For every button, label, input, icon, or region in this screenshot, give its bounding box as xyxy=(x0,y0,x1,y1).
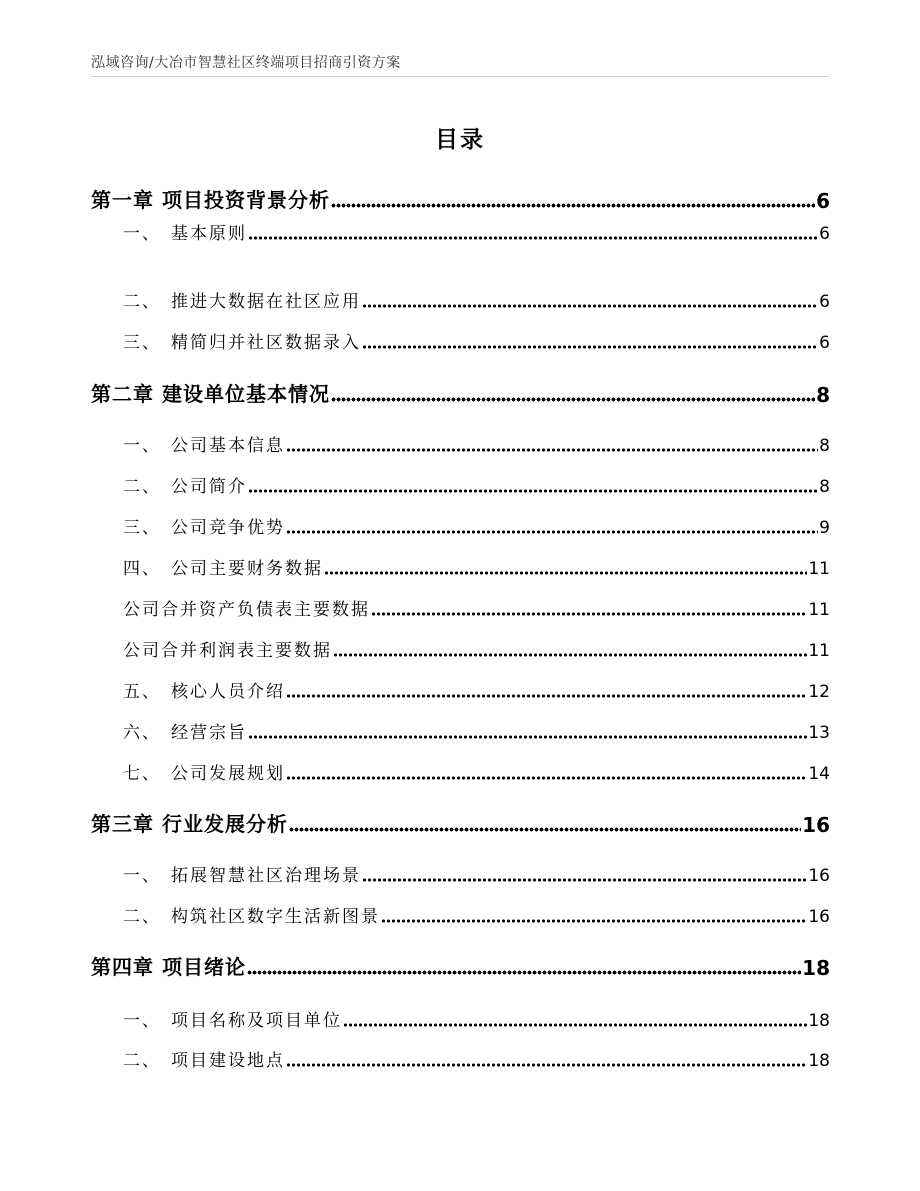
toc-entry-text: 公司基本信息 xyxy=(171,436,285,456)
toc-entry-text: 第二章 建设单位基本情况 xyxy=(91,382,330,406)
toc-page-number: 16 xyxy=(808,866,830,886)
toc-entry-text: 公司合并利润表主要数据 xyxy=(123,641,332,661)
toc-section-number: 二、 xyxy=(123,907,161,927)
toc-section-number: 五、 xyxy=(123,682,161,702)
toc-section-3-2[interactable] xyxy=(123,902,830,927)
dot-leader xyxy=(331,397,815,402)
dot-leader xyxy=(286,776,807,780)
toc-page-number: 11 xyxy=(808,600,830,620)
toc-section-number: 一、 xyxy=(123,224,161,244)
toc-section-2-7[interactable] xyxy=(123,759,830,784)
toc-section-3-1[interactable] xyxy=(123,861,830,886)
toc-title: 目录 xyxy=(435,127,485,153)
toc-chapter-2[interactable] xyxy=(91,378,830,407)
toc-section-1-1[interactable] xyxy=(123,219,830,244)
running-header: 泓域咨询/大冶市智慧社区终端项目招商引资方案 xyxy=(91,55,401,71)
dot-leader xyxy=(248,489,818,493)
dot-leader xyxy=(333,653,807,657)
dot-leader xyxy=(248,735,807,739)
toc-page-number: 6 xyxy=(819,292,830,312)
toc-entry-text: 公司简介 xyxy=(171,477,247,497)
toc-section-2-4[interactable] xyxy=(123,554,830,579)
toc-section-2-5[interactable] xyxy=(123,677,830,702)
dot-leader xyxy=(286,1063,807,1067)
toc-entry-text: 拓展智慧社区治理场景 xyxy=(171,866,361,886)
dot-leader xyxy=(362,345,818,349)
toc-section-number: 一、 xyxy=(123,436,161,456)
toc-entry-text: 公司竞争优势 xyxy=(171,518,285,538)
toc-page-number: 8 xyxy=(816,383,830,407)
toc-page-number: 8 xyxy=(819,436,830,456)
toc-section-number: 三、 xyxy=(123,518,161,538)
toc-section-number: 二、 xyxy=(123,292,161,312)
toc-section-number: 二、 xyxy=(123,477,161,497)
toc-page-number: 6 xyxy=(816,189,830,213)
toc-page-number: 13 xyxy=(808,723,830,743)
toc-entry-text: 经营宗旨 xyxy=(171,723,247,743)
dot-leader xyxy=(371,612,807,616)
toc-section-number: 四、 xyxy=(123,559,161,579)
toc-entry-text: 公司主要财务数据 xyxy=(171,559,323,579)
toc-section-number: 一、 xyxy=(123,866,161,886)
toc-page-number: 6 xyxy=(819,333,830,353)
toc-section-number: 六、 xyxy=(123,723,161,743)
toc-page-number: 8 xyxy=(819,477,830,497)
toc-page-number: 16 xyxy=(802,813,830,837)
dot-leader xyxy=(289,827,801,832)
toc-entry-text: 推进大数据在社区应用 xyxy=(171,292,361,312)
toc-section-1-3[interactable] xyxy=(123,328,830,353)
toc-section-2-6[interactable] xyxy=(123,718,830,743)
toc-chapter-4[interactable] xyxy=(91,951,830,980)
toc-entry-text: 核心人员介绍 xyxy=(171,682,285,702)
toc-chapter-3[interactable] xyxy=(91,808,830,837)
toc-page-number: 16 xyxy=(808,907,830,927)
dot-leader xyxy=(247,970,801,975)
dot-leader xyxy=(343,1023,807,1027)
toc-section-number: 七、 xyxy=(123,764,161,784)
toc-page-number: 14 xyxy=(808,764,830,784)
toc-entry-text: 第一章 项目投资背景分析 xyxy=(91,188,330,212)
toc-section-2-2[interactable] xyxy=(123,472,830,497)
toc-subentry-balance-sheet[interactable] xyxy=(123,595,830,620)
toc-page-number: 12 xyxy=(808,682,830,702)
toc-page-number: 6 xyxy=(819,224,830,244)
toc-page-number: 11 xyxy=(808,559,830,579)
toc-section-2-3[interactable] xyxy=(123,513,830,538)
toc-entry-text: 第四章 项目绪论 xyxy=(91,955,246,979)
dot-leader xyxy=(248,236,818,240)
toc-entry-text: 公司合并资产负债表主要数据 xyxy=(123,600,370,620)
dot-leader xyxy=(286,694,807,698)
dot-leader xyxy=(286,530,818,534)
dot-leader xyxy=(331,203,815,208)
toc-entry-text: 基本原则 xyxy=(171,224,247,244)
toc-section-number: 一、 xyxy=(123,1011,161,1031)
toc-subentry-income-statement[interactable] xyxy=(123,636,830,661)
toc-section-number: 三、 xyxy=(123,333,161,353)
toc-chapter-1[interactable] xyxy=(91,184,830,213)
toc-section-1-2[interactable] xyxy=(123,287,830,312)
toc-page-number: 18 xyxy=(808,1011,830,1031)
toc-section-2-1[interactable] xyxy=(123,431,830,456)
toc-entry-text: 精简归并社区数据录入 xyxy=(171,333,361,353)
toc-entry-text: 项目建设地点 xyxy=(171,1051,285,1071)
toc-section-4-2[interactable] xyxy=(123,1046,830,1071)
toc-entry-text: 第三章 行业发展分析 xyxy=(91,812,288,836)
toc-section-number: 二、 xyxy=(123,1051,161,1071)
toc-entry-text: 公司发展规划 xyxy=(171,764,285,784)
toc-page-number: 9 xyxy=(819,518,830,538)
toc-entry-text: 项目名称及项目单位 xyxy=(171,1011,342,1031)
dot-leader xyxy=(362,304,818,308)
dot-leader xyxy=(381,919,807,923)
toc-entry-text: 构筑社区数字生活新图景 xyxy=(171,907,380,927)
dot-leader xyxy=(362,878,807,882)
dot-leader xyxy=(324,571,807,575)
toc-page-number: 18 xyxy=(808,1051,830,1071)
toc-section-4-1[interactable] xyxy=(123,1006,830,1031)
toc-page-number: 18 xyxy=(802,956,830,980)
dot-leader xyxy=(286,448,818,452)
toc-page-number: 11 xyxy=(808,641,830,661)
